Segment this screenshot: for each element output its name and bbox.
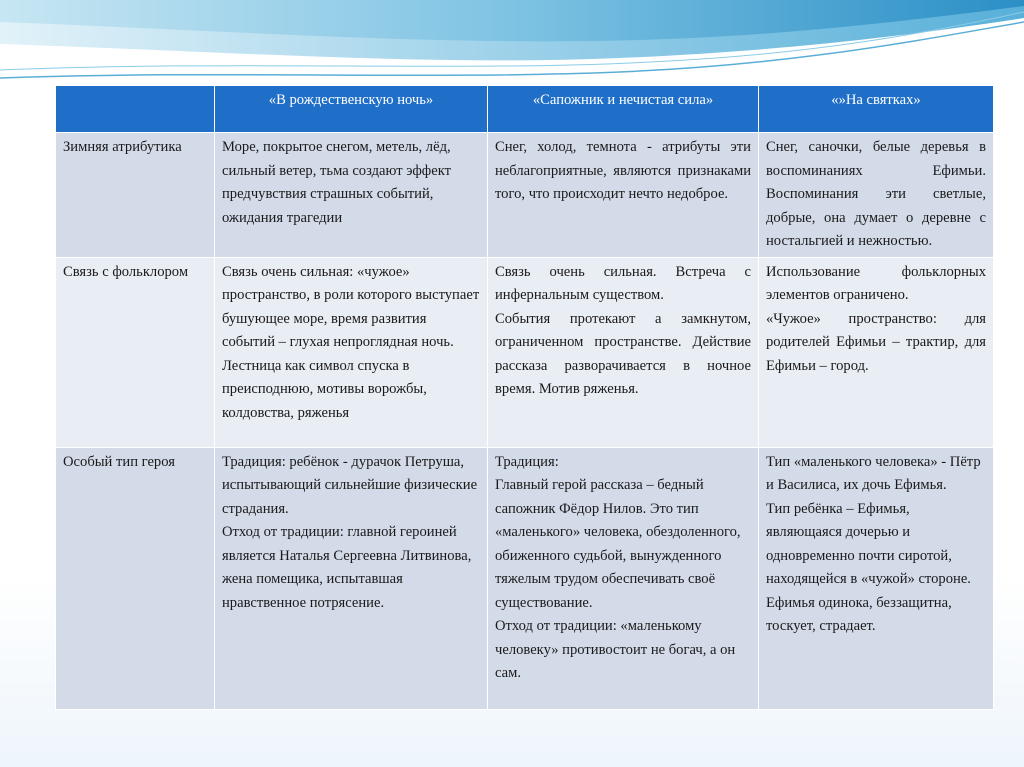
header-svyatki: «»На святках»	[759, 86, 994, 133]
comparison-table	[55, 85, 994, 710]
table-header-row	[56, 86, 994, 133]
table-cell: Снег, холод, темнота - атрибуты эти неблагоприятные, являются признаками того, что происходит нечто недоброе.	[488, 133, 759, 258]
table-cell: Снег, саночки, белые деревья в воспоминаниях Ефимьи. Воспоминания эти светлые, добрые, она думает о деревне с ностальгией и нежностью.	[759, 133, 994, 258]
table-cell: Тип «маленького человека» - Пётр и Василиса, их дочь Ефимья. Тип ребёнка – Ефимья, являющаяся дочерью и одновременно почти сиротой, находящейся в «чужой» стороне. Ефимья одинока, беззащитна, тоскует, страдает.	[759, 447, 994, 709]
header-shoemaker: «Сапожник и нечистая сила»	[488, 86, 759, 133]
header-christmas-night: «В рождественскую ночь»	[215, 86, 488, 133]
row-label: Зимняя атрибутика	[56, 133, 215, 258]
row-label: Особый тип героя	[56, 447, 215, 709]
table-row	[56, 447, 994, 709]
table-cell: Традиция: Главный герой рассказа – бедный сапожник Фёдор Нилов. Это тип «маленького» человека, обездоленного, обиженного судьбой, вынужденного тяжелым трудом обеспечивать своё существование. Отход от традиции: «маленькому человеку» противостоит не богач, а он сам.	[488, 447, 759, 709]
table-cell: Связь очень сильная. Встреча с инфернальным существом. События протекают а замкнутом, ограниченном пространстве. Действие рассказа разворачивается в ночное время. Мотив ряженья.	[488, 257, 759, 447]
table-row	[56, 133, 994, 258]
header-empty	[56, 86, 215, 133]
row-label: Связь с фольклором	[56, 257, 215, 447]
table-cell: Море, покрытое снегом, метель, лёд, сильный ветер, тьма создают эффект предчувствия страшных событий, ожидания трагедии	[215, 133, 488, 258]
table-cell: Связь очень сильная: «чужое» пространство, в роли которого выступает бушующее море, время развития событий – глухая непроглядная ночь. Лестница как символ спуска в преисподнюю, мотивы ворожбы, колдовства, ряженья	[215, 257, 488, 447]
table-row	[56, 257, 994, 447]
table-cell: Использование фольклорных элементов ограничено. «Чужое» пространство: для родителей Ефимьи – трактир, для Ефимьи – город.	[759, 257, 994, 447]
table-cell: Традиция: ребёнок - дурачок Петруша, испытывающий сильнейшие физические страдания. Отход от традиции: главной героиней является Наталья Сергеевна Литвинова, жена помещика, испытавшая нравственное потрясение.	[215, 447, 488, 709]
